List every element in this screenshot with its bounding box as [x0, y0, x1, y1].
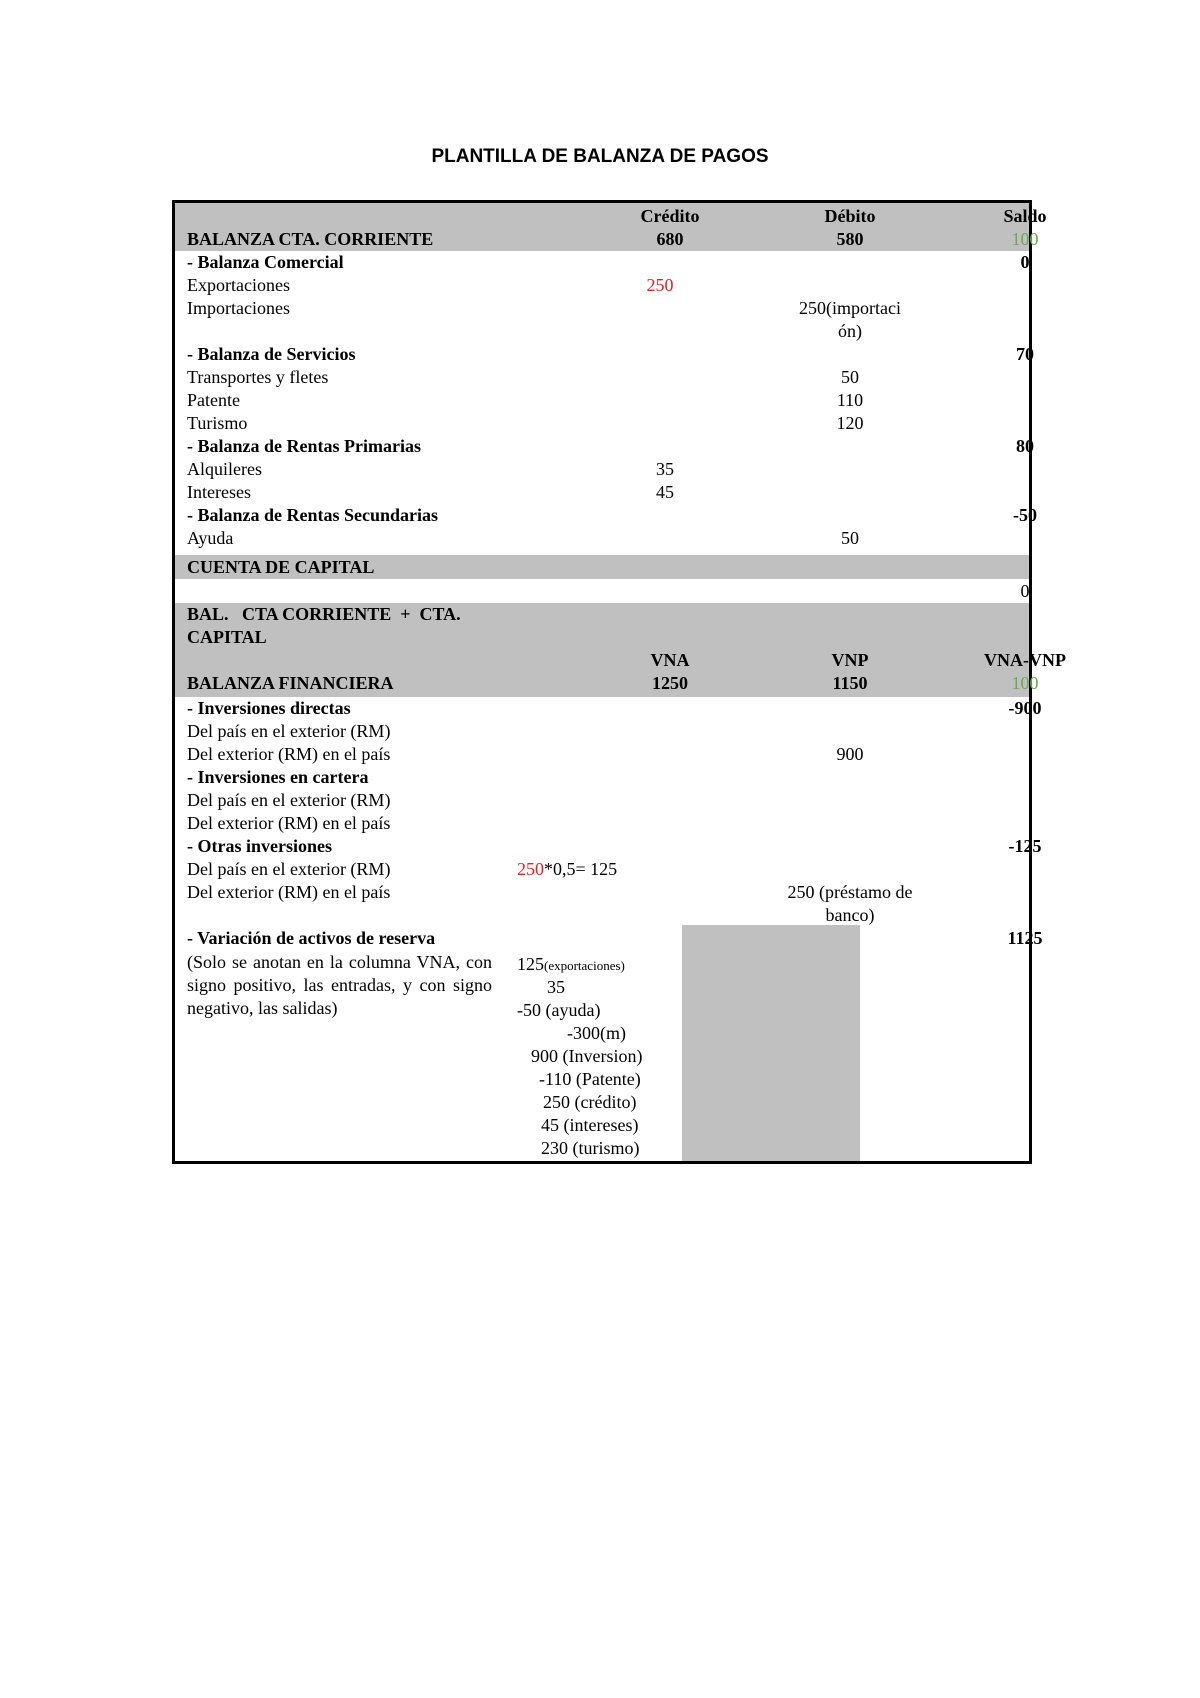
- saldo-comercial: 0: [1020, 252, 1030, 272]
- reserva-vna-item: -300(m): [567, 1023, 626, 1043]
- reserva-vna-item: 900 (Inversion): [531, 1046, 643, 1066]
- col-header-debito: Débito: [824, 206, 876, 226]
- reserve-vnp-shaded-cell: [682, 925, 860, 1161]
- row-label-otras: - Otras inversiones: [187, 836, 332, 856]
- col-header-vna: VNA: [650, 650, 690, 670]
- reserva-vna-item: 45 (intereses): [541, 1115, 639, 1135]
- row-label-secundarias: - Balanza de Rentas Secundarias: [187, 505, 439, 525]
- row-label-directas-pais: Del país en el exterior (RM): [187, 721, 391, 741]
- vnp-otras-ext-line1: 250 (préstamo de: [787, 882, 913, 902]
- reserva-vna-first: [517, 953, 625, 977]
- reserva-vna-item: 250 (crédito): [543, 1092, 637, 1112]
- total-vna-vnp: 100: [1011, 673, 1039, 693]
- reserva-vna-first-note: (exportaciones): [544, 958, 625, 973]
- row-label-primarias: - Balanza de Rentas Primarias: [187, 436, 421, 456]
- saldo-otras: -125: [1008, 836, 1042, 856]
- vna-otras-pais-base: 250: [517, 859, 544, 879]
- saldo-directas: -900: [1008, 698, 1042, 718]
- debito-ayuda: 50: [841, 528, 859, 548]
- vnp-directas-ext: 900: [836, 744, 864, 764]
- debito-importaciones-line2: ón): [838, 321, 862, 341]
- balance-of-payments-table: [172, 200, 1066, 1164]
- row-label-otras-ext: Del exterior (RM) en el país: [187, 882, 391, 902]
- saldo-capital: 0: [1020, 581, 1030, 601]
- saldo-secundarias: -50: [1013, 505, 1037, 525]
- row-label-patente: Patente: [187, 390, 240, 410]
- total-debito: 580: [836, 229, 864, 249]
- reserva-vna-item: -50 (ayuda): [517, 1000, 601, 1020]
- section-title-suma-line1: BAL. CTA CORRIENTE + CTA.: [187, 604, 461, 624]
- saldo-servicios: 70: [1016, 344, 1034, 364]
- debito-importaciones-line1: 250(importaci: [799, 298, 901, 318]
- debito-turismo: 120: [836, 413, 864, 433]
- credito-exportaciones: 250: [646, 275, 674, 295]
- reserva-vna-item: -110 (Patente): [539, 1069, 641, 1089]
- vna-otras-pais-calc: *0,5= 125: [544, 859, 618, 879]
- total-vna: 1250: [652, 673, 688, 693]
- section-title-corriente: BALANZA CTA. CORRIENTE: [187, 229, 434, 249]
- total-vnp: 1150: [832, 673, 868, 693]
- row-label-cartera-ext: Del exterior (RM) en el país: [187, 813, 391, 833]
- row-label-intereses: Intereses: [187, 482, 251, 502]
- section-title-suma-line2: CAPITAL: [187, 627, 267, 647]
- credito-intereses: 45: [656, 482, 674, 502]
- col-header-credito: Crédito: [640, 206, 700, 226]
- row-label-directas: - Inversiones directas: [187, 698, 351, 718]
- debito-transportes: 50: [841, 367, 859, 387]
- page-title: PLANTILLA DE BALANZA DE PAGOS: [431, 146, 769, 167]
- total-credito: 680: [656, 229, 684, 249]
- col-header-vnp: VNP: [831, 650, 869, 670]
- row-label-cartera: - Inversiones en cartera: [187, 767, 369, 787]
- credito-alquileres: 35: [656, 459, 674, 479]
- reserva-note: (Solo se anotan en la columna VNA, con signo positivo, las entradas, y con signo negativo, las salidas): [187, 952, 492, 1018]
- debito-patente: 110: [836, 390, 864, 410]
- row-label-transportes: Transportes y fletes: [187, 367, 329, 387]
- row-label-turismo: Turismo: [187, 413, 248, 433]
- row-label-directas-ext: Del exterior (RM) en el país: [187, 744, 391, 764]
- total-saldo: 100: [1011, 229, 1039, 249]
- reserva-vna-item: 35: [547, 977, 565, 997]
- row-label-reserva: - Variación de activos de reserva: [187, 928, 436, 948]
- saldo-primarias: 80: [1016, 436, 1034, 456]
- row-label-cartera-pais: Del país en el exterior (RM): [187, 790, 391, 810]
- saldo-reserva: 1125: [1007, 928, 1043, 948]
- row-label-ayuda: Ayuda: [187, 528, 234, 548]
- col-header-saldo: Saldo: [1003, 206, 1047, 226]
- row-label-alquileres: Alquileres: [187, 459, 262, 479]
- row-label-servicios: - Balanza de Servicios: [187, 344, 356, 364]
- row-label-exportaciones: Exportaciones: [187, 275, 290, 295]
- row-label-comercial: - Balanza Comercial: [187, 252, 344, 272]
- row-label-otras-pais: Del país en el exterior (RM): [187, 859, 391, 879]
- section-title-capital: CUENTA DE CAPITAL: [187, 557, 375, 577]
- reserva-vna-item: 230 (turismo): [541, 1138, 640, 1158]
- row-label-importaciones: Importaciones: [187, 298, 290, 318]
- vna-otras-pais: [517, 858, 617, 881]
- reserva-vna-first-num: 125: [517, 954, 544, 974]
- vnp-otras-ext-line2: banco): [825, 905, 875, 925]
- section-title-financiera: BALANZA FINANCIERA: [187, 673, 394, 693]
- col-header-vna-vnp: VNA-VNP: [984, 650, 1066, 670]
